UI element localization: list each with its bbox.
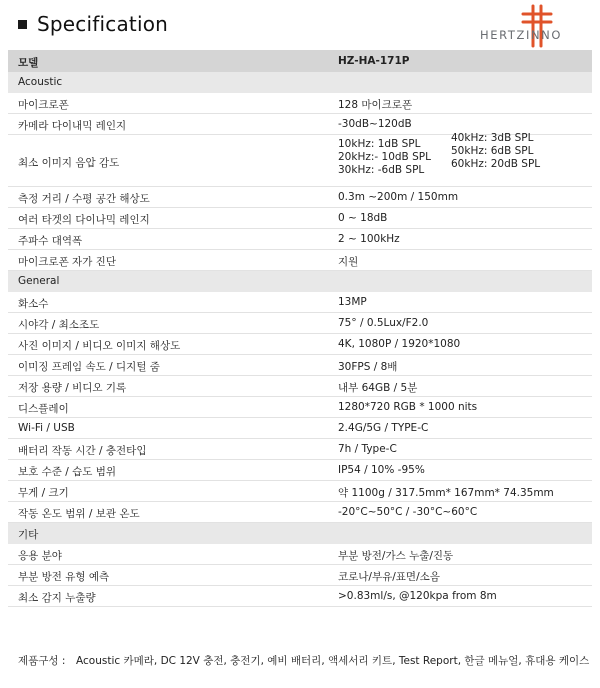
table-row (8, 93, 592, 114)
row-value: 부분 방전/가스 누출/진동 (338, 550, 454, 562)
row-label: 마이크로폰 자가 진단 (18, 256, 116, 268)
row-label: 주파수 대역폭 (18, 235, 83, 247)
row-label: 사진 이미지 / 비디오 이미지 해상도 (18, 340, 181, 352)
row-label: 화소수 (18, 298, 49, 310)
row-label: 이미징 프레임 속도 / 디지털 줌 (18, 361, 160, 373)
table-row (8, 355, 592, 376)
sensitivity-value: 60kHz: 20dB SPL (451, 158, 541, 170)
table-row (8, 229, 592, 250)
row-label: 디스플레이 (18, 403, 69, 415)
table-row (8, 397, 592, 418)
row-value: 128 마이크로폰 (338, 99, 413, 111)
row-value: 1280*720 RGB * 1000 nits (338, 401, 478, 413)
row-label: 최소 이미지 음압 감도 (18, 157, 120, 169)
row-label: Wi-Fi / USB (18, 422, 75, 434)
page-header (0, 0, 600, 48)
row-value: 75° / 0.5Lux/F2.0 (338, 317, 429, 329)
package-label: 제품구성 : (18, 655, 66, 667)
row-label: 저장 용량 / 비디오 기록 (18, 382, 127, 394)
row-value: 내부 64GB / 5분 (338, 382, 418, 394)
model-label: 모델 (18, 57, 39, 69)
sensitivity-value: 10kHz: 1dB SPL (338, 138, 421, 150)
row-value: -30dB~120dB (338, 118, 412, 130)
table-row (8, 334, 592, 355)
row-label: 시야각 / 최소조도 (18, 319, 100, 331)
table-row-sensitivity (8, 132, 592, 187)
row-label: 카메라 다이내믹 레인지 (18, 120, 127, 132)
row-value: -20°C~50°C / -30°C~60°C (338, 506, 478, 518)
sensitivity-value: 40kHz: 3dB SPL (451, 132, 534, 144)
section-other (8, 523, 592, 544)
row-value: 7h / Type-C (338, 443, 397, 455)
sensitivity-value: 30kHz: -6dB SPL (338, 164, 425, 176)
row-label: 응용 분야 (18, 550, 62, 562)
section-title: General (18, 275, 60, 287)
row-label: 작동 온도 범위 / 보관 온도 (18, 508, 140, 520)
package-value: Acoustic 카메라, DC 12V 충전, 충전기, 예비 배터리, 액세서리 키트, Test Report, 한글 메뉴얼, 휴대용 케이스 (76, 655, 590, 667)
table-row (8, 439, 592, 460)
page-title: Specification (37, 12, 169, 36)
row-value: 2.4G/5G / TYPE-C (338, 422, 429, 434)
hertzinno-logo (480, 2, 592, 48)
table-row (8, 187, 592, 208)
row-value: 30FPS / 8배 (338, 361, 398, 373)
table-row (8, 586, 592, 607)
table-row (8, 481, 592, 502)
table-row (8, 502, 592, 523)
row-value: 약 1100g / 317.5mm* 167mm* 74.35mm (338, 487, 554, 499)
row-value: 13MP (338, 296, 367, 308)
model-value: HZ-HA-171P (338, 55, 410, 67)
logo-text: HERTZINNO (480, 28, 563, 42)
table-row (8, 418, 592, 439)
sensitivity-value: 50kHz: 6dB SPL (451, 145, 534, 157)
table-row (8, 565, 592, 586)
table-header-row (8, 50, 592, 72)
table-row (8, 544, 592, 565)
table-row (8, 313, 592, 334)
sensitivity-value: 20kHz:- 10dB SPL (338, 151, 431, 163)
row-value: 0.3m ~200m / 150mm (338, 191, 459, 203)
row-label: 무게 / 크기 (18, 487, 69, 499)
row-value: 코로나/부유/표면/소음 (338, 571, 440, 583)
row-value: IP54 / 10% -95% (338, 464, 425, 476)
table-row (8, 208, 592, 229)
section-acoustic (8, 72, 592, 93)
row-value: 0 ~ 18dB (338, 212, 388, 224)
row-label: 최소 감지 누출량 (18, 592, 96, 604)
row-label: 여러 타겟의 다이나믹 레인지 (18, 214, 150, 226)
table-row (8, 250, 592, 271)
section-general (8, 271, 592, 292)
section-title: Acoustic (18, 76, 63, 88)
title-bullet-icon (18, 20, 27, 29)
row-value: 4K, 1080P / 1920*1080 (338, 338, 461, 350)
row-label: 보호 수준 / 습도 범위 (18, 466, 117, 478)
table-row (8, 292, 592, 313)
section-title: 기타 (18, 529, 39, 541)
row-value: 2 ~ 100kHz (338, 233, 400, 245)
row-value: >0.83ml/s, @120kpa from 8m (338, 590, 497, 602)
row-label: 마이크로폰 (18, 99, 69, 111)
row-value: 지원 (338, 256, 359, 268)
package-contents (18, 653, 589, 668)
row-label: 부분 방전 유형 예측 (18, 571, 110, 583)
spec-table (8, 50, 592, 607)
row-label: 배터리 작동 시간 / 충전타입 (18, 445, 147, 457)
table-row (8, 460, 592, 481)
table-row (8, 376, 592, 397)
row-label: 측정 거리 / 수평 공간 해상도 (18, 193, 150, 205)
